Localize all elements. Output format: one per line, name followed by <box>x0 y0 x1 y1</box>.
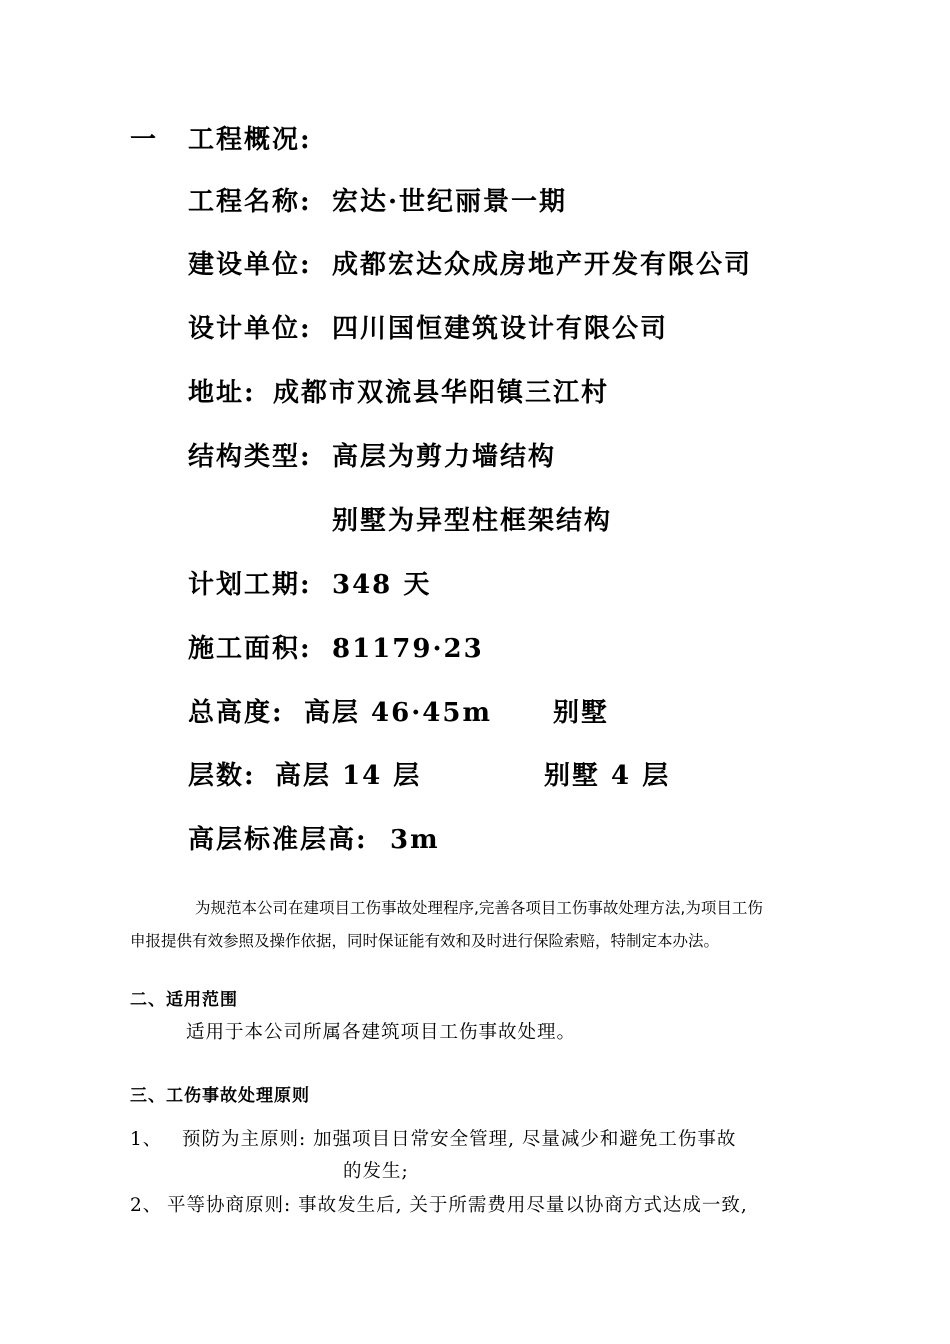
address-label: 地址: <box>188 378 256 408</box>
principle-1-number: 1、 <box>130 1129 163 1150</box>
principle-1-continued: 的发生; <box>343 1161 409 1182</box>
intro-line-2: 申报提供有效参照及操作依据，同时保证能有效和及时进行保险索赔，特制定本办法。 <box>130 932 720 950</box>
section-number: 一 <box>130 125 159 155</box>
period-value: 348 天 <box>332 570 432 600</box>
address-value: 成都市双流县华阳镇三江村 <box>273 378 610 408</box>
std-height-value: 3m <box>390 825 440 855</box>
area-value: 81179·23 <box>332 634 484 664</box>
floors-value: 高层 14 层 <box>275 761 422 791</box>
height-label: 总高度: <box>188 698 284 728</box>
scope-heading: 二、适用范围 <box>130 990 238 1010</box>
floors-villa: 别墅 4 层 <box>544 761 671 791</box>
project-name-label: 工程名称: <box>188 187 312 217</box>
height-villa: 别墅 <box>553 698 610 728</box>
intro-line-1: 为规范本公司在建项目工伤事故处理程序,完善各项目工伤事故处理方法,为项目工伤 <box>195 899 763 917</box>
std-height-label: 高层标准层高: <box>188 825 368 855</box>
height-value: 高层 46·45m <box>304 698 492 728</box>
principle-2-number: 2、 <box>130 1195 163 1216</box>
builder-value: 成都宏达众成房地产开发有限公司 <box>332 250 753 280</box>
principle-2-text: 平等协商原则: 事故发生后, 关于所需费用尽量以协商方式达成一致, <box>167 1195 748 1216</box>
designer-label: 设计单位: <box>188 314 312 344</box>
principle-1-text: 预防为主原则: 加强项目日常安全管理, 尽量减少和避免工伤事故 <box>182 1129 737 1150</box>
structure-label: 结构类型: <box>188 442 312 472</box>
floors-label: 层数: <box>188 761 256 791</box>
structure-value-villa: 别墅为异型柱框架结构 <box>332 506 613 536</box>
designer-value: 四川国恒建筑设计有限公司 <box>332 314 669 344</box>
area-label: 施工面积: <box>188 634 312 664</box>
section-heading: 工程概况: <box>188 125 312 155</box>
period-label: 计划工期: <box>188 570 312 600</box>
project-name-value: 宏达·世纪丽景一期 <box>332 187 568 217</box>
principles-heading: 三、工伤事故处理原则 <box>130 1086 310 1106</box>
structure-value-highrise: 高层为剪力墙结构 <box>332 442 557 472</box>
builder-label: 建设单位: <box>188 250 312 280</box>
scope-text: 适用于本公司所属各建筑项目工伤事故处理。 <box>186 1022 577 1043</box>
